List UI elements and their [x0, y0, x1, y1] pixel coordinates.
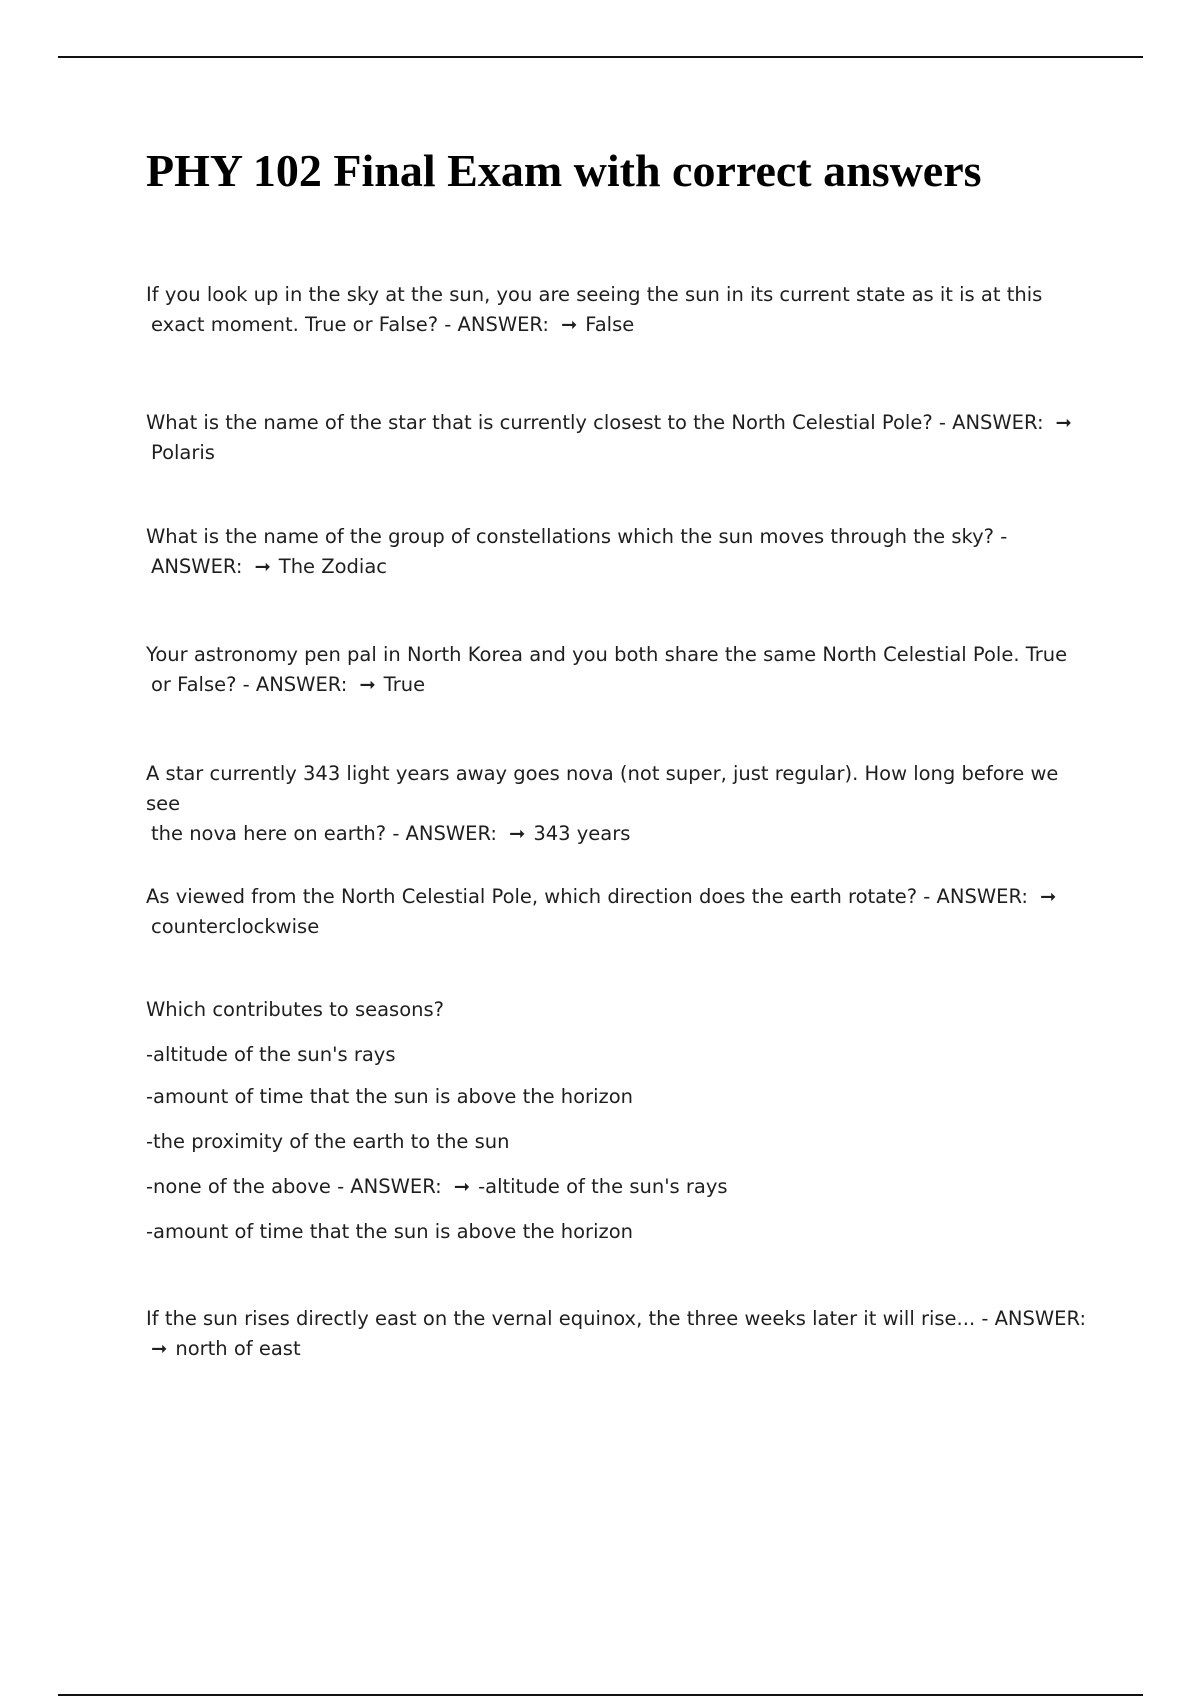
- question-text: If you look up in the sky at the sun, you are seeing the sun in its current state as it is at this: [146, 283, 1043, 306]
- option-text: -none of the above - ANSWER:: [146, 1175, 442, 1198]
- seasons-option-3: -the proximity of the earth to the sun: [146, 1130, 510, 1153]
- question-text: What is the name of the star that is currently closest to the North Celestial Pole? - ANSWER:: [146, 411, 1044, 434]
- answer-line: [146, 1334, 1086, 1364]
- answer-line: [146, 819, 1086, 849]
- seasons-option-1: -altitude of the sun's rays: [146, 1043, 396, 1066]
- question-text: Your astronomy pen pal in North Korea and you both share the same North Celestial Pole. True: [146, 643, 1068, 666]
- seasons-question: Which contributes to seasons?: [146, 998, 445, 1021]
- answer-text: True: [383, 673, 426, 696]
- answer-line: [146, 670, 1086, 700]
- arrow-right-icon: ➞: [1039, 885, 1057, 908]
- footer-rule: [58, 1694, 1143, 1696]
- answer-text: False: [585, 313, 635, 336]
- answer-text: The Zodiac: [278, 555, 388, 578]
- qa-item-8: [146, 1304, 1086, 1364]
- answer-text: 343 years: [533, 822, 631, 845]
- question-text: A star currently 343 light years away goes nova (not super, just regular). How long before we see: [146, 762, 1059, 815]
- page-title: PHY 102 Final Exam with correct answers: [146, 145, 982, 196]
- answer-line: [146, 310, 1086, 340]
- question-text: If the sun rises directly east on the vernal equinox, the three weeks later it will rise... - ANSWER:: [146, 1307, 1087, 1330]
- qa-item-4: [146, 640, 1086, 700]
- qa-item-2: [146, 408, 1086, 468]
- seasons-option-4: [146, 1172, 728, 1202]
- qa-item-5: [146, 759, 1086, 849]
- qa-item-3: [146, 522, 1086, 582]
- answer-text: Polaris: [151, 441, 215, 464]
- arrow-right-icon: ➞: [254, 555, 271, 578]
- question-continuation: exact moment. True or False? - ANSWER:: [151, 313, 549, 336]
- arrow-right-icon: ➞: [151, 1337, 168, 1360]
- arrow-right-icon: ➞: [453, 1175, 471, 1198]
- question-continuation: ANSWER:: [151, 555, 243, 578]
- answer-text: -altitude of the sun's rays: [478, 1175, 728, 1198]
- question-text: As viewed from the North Celestial Pole, which direction does the earth rotate? - ANSWER:: [146, 885, 1028, 908]
- header-rule: [58, 56, 1143, 58]
- answer-text: north of east: [175, 1337, 301, 1360]
- question-line: [146, 408, 1086, 438]
- arrow-right-icon: ➞: [359, 673, 376, 696]
- answer-text: counterclockwise: [151, 915, 320, 938]
- seasons-answer-2: -amount of time that the sun is above the horizon: [146, 1220, 634, 1243]
- arrow-right-icon: ➞: [508, 822, 526, 845]
- qa-item-6: [146, 882, 1086, 942]
- question-continuation: or False? - ANSWER:: [151, 673, 348, 696]
- question-text: What is the name of the group of constellations which the sun moves through the sky? -: [146, 525, 1008, 548]
- answer-line: [146, 552, 1086, 582]
- arrow-right-icon: ➞: [1055, 411, 1072, 434]
- arrow-right-icon: ➞: [560, 313, 578, 336]
- question-continuation: the nova here on earth? - ANSWER:: [151, 822, 497, 845]
- qa-item-1: [146, 280, 1086, 340]
- seasons-option-2: -amount of time that the sun is above the horizon: [146, 1085, 634, 1108]
- question-line: [146, 882, 1086, 912]
